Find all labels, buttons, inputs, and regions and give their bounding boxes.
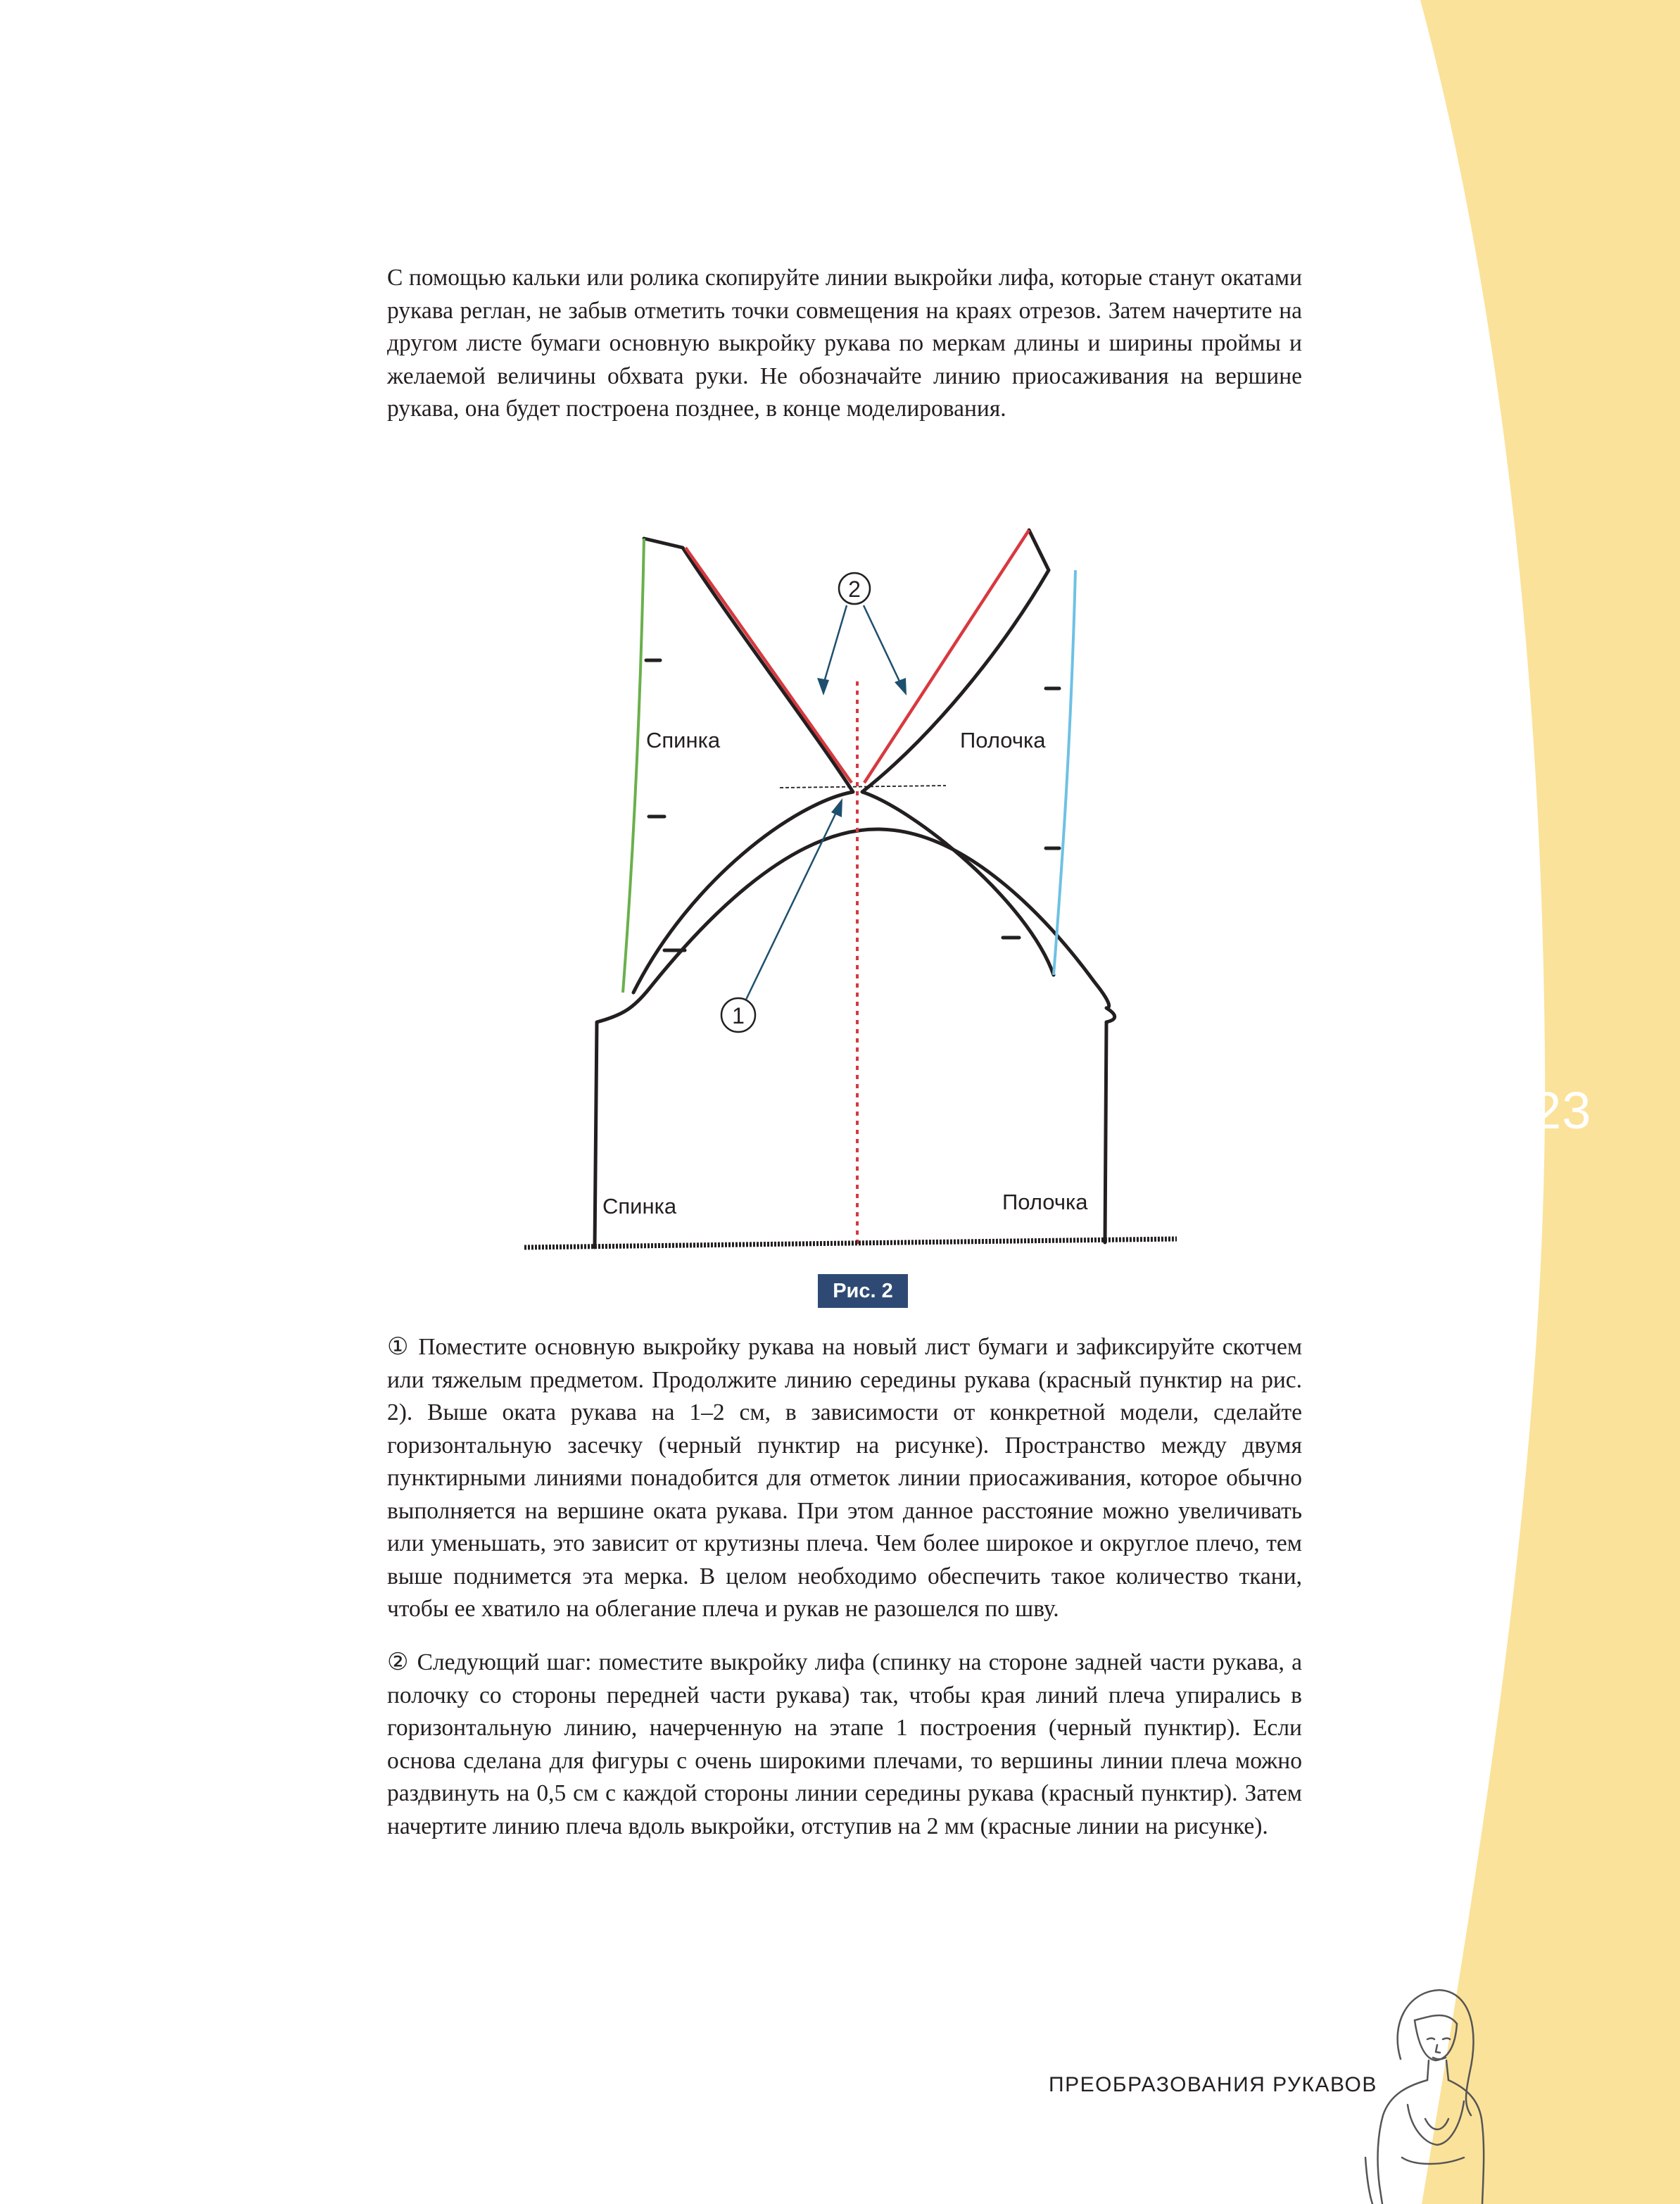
back-bodice-outline — [633, 539, 853, 993]
marker-2-label: 2 — [848, 577, 861, 602]
step-1-paragraph — [387, 1330, 1302, 1626]
label-back-bottom: Спинка — [602, 1194, 677, 1219]
raglan-sleeve-diagram — [493, 507, 1196, 1352]
intro-paragraph: С помощью кальки или ролика скопируйте линии выкройки лифа, которые станут окатами рукава реглан, не забыв отметить точки совмещения на краях отрезов. Затем начертите на другом листе бумаги основную выкройку рукава по меркам длины и ширины проймы и желаемой величины обхвата руки. Не обозначайте линию приосаживания на вершине рукава, она будет построена позднее, в конце моделирования. — [387, 265, 1302, 422]
horizontal-black-dashed-line — [780, 786, 946, 788]
page-number: 123 — [1503, 1081, 1592, 1140]
arrow-2-right-icon — [895, 678, 907, 695]
front-bodice-outline — [862, 530, 1054, 975]
step-2-text: Следующий шаг: поместите выкройку лифа (спинку на стороне задней части рукава, а полочку со стороны передней части рукава) так, чтобы края линий плеча упирались в горизонтальную линию, начерченную на этапе 1 построения (черный пунктир). Если основа сделана для фигуры с очень широкими плечами, то вершины линии плеча можно раздвинуть на 0,5 см с каждой стороны линии середины рукава (красный пунктир). Затем начертите линию плеча вдоль выкройки, отступив на 2 мм (красные линии на рисунке). — [387, 1649, 1302, 1839]
step-1-text: Поместите основную выкройку рукава на новый лист бумаги и зафиксируйте скотчем или тяжелым предметом. Продолжите линию середины рукава (красный пунктир на рис. 2). Выше оката рукава на 1–2 см, в зависимости от конкретной модели, сделайте горизонтальную засечку (черный пунктир на рисунке). Пространство между двумя пунктирными линиями понадобится для отметок линии приосаживания, которое обычно выполняется на вершине оката рукава. При этом данное расстояние можно увеличивать или уменьшать, это зависит от крутизны плеча. Чем более широкое и округлое плечо, тем выше поднимется эта мерка. В целом необходимо обеспечить такое количество ткани, чтобы ее хватило на облегание плеча и рукав не разошелся по шву. — [387, 1334, 1303, 1622]
marker-1-label: 1 — [732, 1003, 745, 1028]
front-side-blue-line — [1054, 570, 1075, 975]
sleeve-outline — [595, 829, 1115, 1247]
footer-section-title: ПРЕОБРАЗОВАНИЯ РУКАВОВ — [1049, 2073, 1377, 2096]
label-front-bottom: Полочка — [1002, 1190, 1088, 1214]
step-2-paragraph — [387, 1646, 1302, 1843]
label-back-top: Спинка — [646, 728, 721, 752]
arrow-2-left-icon — [817, 678, 829, 695]
arrow-1-icon — [831, 798, 842, 817]
label-front-top: Полочка — [960, 728, 1046, 752]
back-side-green-line — [623, 539, 644, 993]
ground-dotted-line — [524, 1239, 1177, 1247]
step-1-marker: ① — [387, 1333, 411, 1361]
step-2-marker: ② — [387, 1648, 410, 1676]
woman-sketch-illustration — [1358, 1982, 1499, 2204]
figure-caption: Рис. 2 — [818, 1274, 908, 1308]
